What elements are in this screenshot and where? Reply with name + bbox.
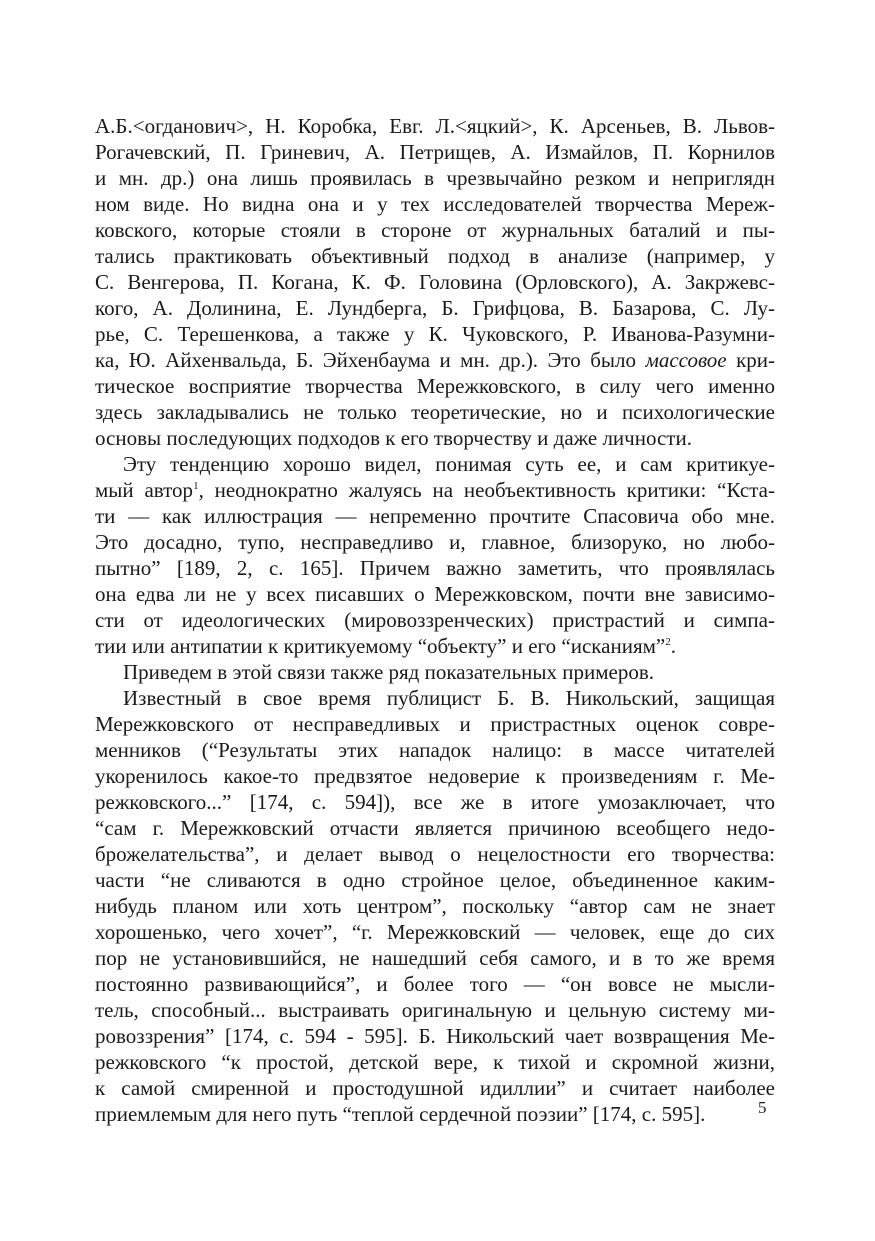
text-line xyxy=(95,659,775,685)
text-line xyxy=(95,373,775,399)
line-text: пор не установившийся, не нашедший себя самого, и в то же время xyxy=(95,946,775,970)
text-line xyxy=(95,581,775,607)
line-text-tail: кри- xyxy=(726,348,776,372)
text-line xyxy=(95,841,775,867)
text-line xyxy=(95,425,775,451)
body-text xyxy=(95,113,775,1127)
text-line xyxy=(95,711,775,737)
line-text: Известный в свое время публицист Б. В. Никольский, защищая xyxy=(123,686,775,710)
text-line xyxy=(95,451,775,477)
text-line xyxy=(95,1075,775,1101)
line-text-tail: . xyxy=(670,634,676,658)
text-line xyxy=(95,893,775,919)
text-line xyxy=(95,685,775,711)
line-text: кого, А. Долинина, Е. Лундберга, Б. Грифцова, В. Базарова, С. Лу- xyxy=(95,296,775,320)
text-line xyxy=(95,815,775,841)
line-text: режковского...” [174, с. 594]), все же в итоге умозаключает, что xyxy=(95,790,775,814)
text-line xyxy=(95,1023,775,1049)
text-line xyxy=(95,945,775,971)
line-emphasis: массовое xyxy=(645,348,727,372)
text-line xyxy=(95,997,775,1023)
line-text: хорошенько, чего хочет”, “г. Мережковский — человек, еще до сих xyxy=(95,920,775,944)
line-text-tail: , неоднократно жалуясь на необъективность критики: “Кста- xyxy=(198,478,775,502)
line-text: и мн. др.) она лишь проявилась в чрезвычайно резком и неприглядн xyxy=(95,166,775,190)
line-text: сти от идеологических (мировоззренческих) пристрастий и симпа- xyxy=(95,608,775,632)
text-line xyxy=(95,139,775,165)
text-line xyxy=(95,113,775,139)
line-text: А.Б.<огданович>, Н. Коробка, Евг. Л.<яцкий>, К. Арсеньев, В. Львов- xyxy=(95,114,775,138)
text-line xyxy=(95,867,775,893)
text-line xyxy=(95,477,775,503)
text-line xyxy=(95,191,775,217)
line-text: Это досадно, тупо, несправедливо и, главное, близоруко, но любо- xyxy=(95,530,775,554)
text-line xyxy=(95,763,775,789)
text-line xyxy=(95,347,775,373)
text-line xyxy=(95,399,775,425)
line-text: мый автор xyxy=(95,478,194,502)
text-line xyxy=(95,217,775,243)
line-text: ровоззрения” [174, с. 594 - 595]. Б. Никольский чает возвращения Ме- xyxy=(95,1024,775,1048)
line-text: С. Венгерова, П. Когана, К. Ф. Головина (Орловского), А. Закржевс- xyxy=(95,270,775,294)
line-text: постоянно развивающийся”, и более того — “он вовсе не мысли- xyxy=(95,972,775,996)
text-line xyxy=(95,165,775,191)
line-text: здесь закладывались не только теоретические, но и психологические xyxy=(95,400,775,424)
line-text: ном виде. Но видна она и у тех исследователей творчества Мереж- xyxy=(95,192,775,216)
line-text: Рогачевский, П. Гриневич, А. Петрищев, А. Измайлов, П. Корнилов xyxy=(95,140,775,164)
line-text: нибудь планом или хоть центром”, поскольку “автор сам не знает xyxy=(95,894,775,918)
line-text: тель, способный... выстраивать оригинальную и цельную систему ми- xyxy=(95,998,775,1022)
line-text: к самой смиренной и простодушной идиллии” и считает наиболее xyxy=(95,1076,775,1100)
page-number: 5 xyxy=(758,1098,767,1117)
line-text: основы последующих подходов к его творчеству и даже личности. xyxy=(95,426,692,450)
line-text: тались практиковать объективный подход в анализе (например, у xyxy=(95,244,775,268)
line-text: менников (“Результаты этих нападок налицо: в массе читателей xyxy=(95,738,775,762)
text-line xyxy=(95,529,775,555)
line-text: Мережковского от несправедливых и пристрастных оценок совре- xyxy=(95,712,775,736)
line-text: Эту тенденцию хорошо видел, понимая суть ее, и сам критикуе- xyxy=(123,452,775,476)
line-text: ка, Ю. Айхенвальда, Б. Эйхенбаума и мн. др.). Это было xyxy=(95,348,636,372)
text-line xyxy=(95,269,775,295)
text-line xyxy=(95,295,775,321)
line-text: тии или антипатии к критикуемому “объекту” и его “исканиям” xyxy=(95,634,666,658)
line-text: приемлемым для него путь “теплой сердечной поэзии” [174, с. 595]. xyxy=(95,1102,706,1126)
text-line xyxy=(95,607,775,633)
line-text: “сам г. Мережковский отчасти является причиною всеобщего недо- xyxy=(95,816,775,840)
footnote-ref: 1 xyxy=(193,480,199,492)
text-line xyxy=(95,1101,775,1127)
line-text: она едва ли не у всех писавших о Мережковском, почти вне зависимо- xyxy=(95,582,775,606)
text-line xyxy=(95,737,775,763)
line-text: части “не сливаются в одно стройное целое, объединенное каким- xyxy=(95,868,775,892)
text-line xyxy=(95,243,775,269)
line-text: пытно” [189, 2, с. 165]. Причем важно заметить, что проявлялась xyxy=(95,556,775,580)
line-text: рье, С. Терешенкова, а также у К. Чуковского, Р. Иванова-Разумни- xyxy=(95,322,775,346)
line-text: тическое восприятие творчества Мережковского, в силу чего именно xyxy=(95,374,775,398)
line-text: Приведем в этой связи также ряд показательных примеров. xyxy=(123,660,655,684)
line-text: укоренилось какое-то предвзятое недоверие к произведениям г. Ме- xyxy=(95,764,775,788)
line-text: ковского, которые стояли в стороне от журнальных баталий и пы- xyxy=(95,218,775,242)
footnote-ref: 2 xyxy=(665,636,671,648)
text-line xyxy=(95,633,775,659)
line-text: режковского “к простой, детской вере, к тихой и скромной жизни, xyxy=(95,1050,775,1074)
text-line xyxy=(95,555,775,581)
text-line xyxy=(95,919,775,945)
text-line xyxy=(95,1049,775,1075)
line-text: брожелательства”, и делает вывод о нецелостности его творчества: xyxy=(95,842,775,866)
text-line xyxy=(95,321,775,347)
line-text: ти — как иллюстрация — непременно прочтите Спасовича обо мне. xyxy=(95,504,775,528)
text-line xyxy=(95,789,775,815)
text-line xyxy=(95,971,775,997)
text-line xyxy=(95,503,775,529)
